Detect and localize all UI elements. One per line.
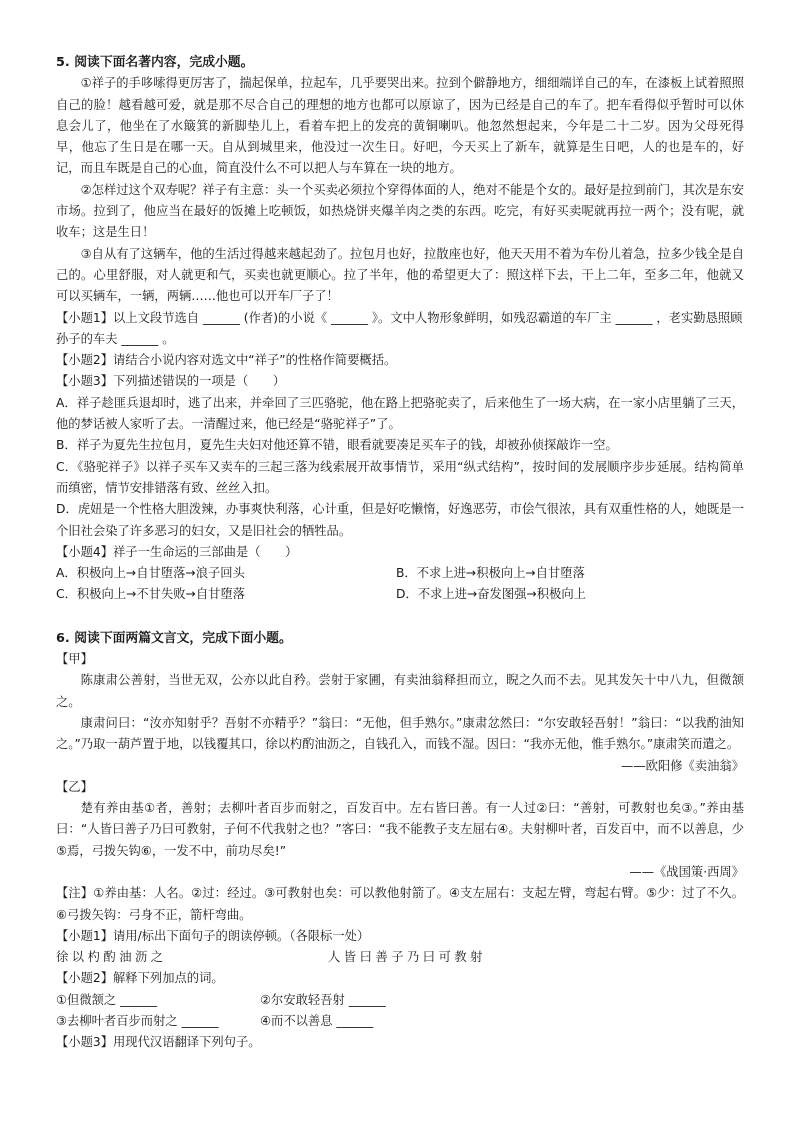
question-6-title: 6. 阅读下面两篇文言文，完成下面小题。 [56,630,292,646]
q5-option-c: C．《骆驼祥子》以祥子买车又卖车的三起三落为线索展开故事情节，采用“纵式结构”，按时间的发展顺序步步延展。结构简单而缜密，情节安排错落有致、丝丝入扣。 [56,459,744,495]
q5-option-a: A．祥子趁匪兵退却时，逃了出来，并牵回了三匹骆驼，他在路上把骆驼卖了，后来他生了一场大病，在一家小店里躺了三天，他的梦话被人家听了去。一清醒过来，他已经是“骆驼祥子”了。 [56,395,744,432]
q5-option-b: B．祥子为夏先生拉包月，夏先生夫妇对他还算不错，眼看就要凑足买车子的钱，却被孙侦探敲诈一空。 [56,438,618,453]
q5-subquestion-3: 【小题3】下列描述错误的一项是（ ） [56,374,286,389]
q5-choice-b: B．不求上进→积极向上→自甘堕落 [396,566,585,581]
pause-sentence-1: 徐以杓酌油沥之 [56,950,167,965]
jia-label: 【甲】 [56,652,93,667]
pause-sentences [56,947,744,968]
question-5-title: 5. 阅读下面名著内容，完成小题。 [56,55,254,70]
jia-passage-1: 陈康肃公善射，当世无双，公亦以此自矜。尝射于家圃，有卖油翁释担而立，睨之久而不去。见其发矢十中八九，但微颔之。 [56,673,744,709]
word-row-2 [56,1011,744,1032]
q5-passage-1: ①祥子的手哆嗦得更厉害了，揣起保单，拉起车，几乎要哭出来。拉到个僻静地方，细细端详自己的车，在漆板上试着照照自己的脸！越看越可爱，就是那不尽合自己的理想的地方也都可以原谅了，因为已经是自己的车了。把车看得似乎暂时可以休息会儿了，他坐在了水簸箕的新脚垫儿上，看着车把上的发亮的黄铜喇叭。他忽然想起来，今年是二十二岁。因为父母死得早，他忘了生日是在哪一天。自从到城里来，他没过一次生日。好吧，今天买上了新车，就算是生日吧，人的也是车的，好记，而且车既是自己的心血，简直没什么不可以把人与车算在一块的地方。 [56,76,744,176]
q5-choices-row-1 [56,563,744,584]
jia-passage-2: 康肃问曰：“汝亦知射乎？吾射不亦精乎？”翁曰：“无他，但手熟尔。”康肃忿然曰：“尔安敢轻吾射！”翁曰：“以我酌油知之。”乃取一葫芦置于地，以钱覆其口，徐以杓酌油沥之，自钱孔入，而钱不湿。因曰：“我亦无他，惟手熟尔。”康肃笑而遣之。 [56,715,744,752]
q5-option-d: D．虎妞是一个性格大胆泼辣，办事爽快利落，心计重，但是好吃懒惰，好逸恶劳，市侩气很浓，具有双重性格的人，她既是一个旧社会染了许多恶习的妇女，又是旧社会的牺牲品。 [56,502,744,538]
q5-passage-3: ③自从有了这辆车，他的生活过得越来越起劲了。拉包月也好，拉散座也好，他天天用不着为车份儿着急，拉多少钱全是自己的。心里舒服，对人就更和气，买卖也就更顺心。拉了半年，他的希望更大了：照这样下去，干上二年，至多二年，他就又可以买辆车，一辆，两辆……他也可以开车厂子了！ [56,246,744,304]
q5-choice-d: D．不求上进→奋发图强→积极向上 [396,587,586,602]
q5-subquestion-1: 【小题1】以上文段节选自 ______ (作者)的小说《 ______ 》。文中人物形象鲜明，如残忍霸道的车厂主 ______ ，老实勤恳照顾孙子的车夫 ______ 。 [56,310,743,346]
q5-passage-2: ②怎样过这个双寿呢？祥子有主意：头一个买卖必须拉个穿得体面的人，绝对不能是个女的。最好是拉到前门，其次是东安市场。拉到了，他应当在最好的饭摊上吃顿饭，如热烧饼夹爆羊肉之类的东西。吃完，有好买卖呢就再拉一两个；没有呢，就收车；这是生日！ [56,182,744,240]
word-row-1 [56,990,744,1011]
q5-choice-c: C．积极向上→不甘失败→自甘堕落 [56,587,246,602]
yi-passage: 楚有养由基①者，善射；去柳叶者百步而射之，百发百中。左右皆曰善。有一人过②曰：“善射，可教射也矣③。”养由基曰：“人皆曰善子乃曰可教射，子何不代我射之也？”客曰：“我不能教子支左屈右④。夫射柳叶者，百发百中，而不以善息，少⑤焉，弓拨矢钩⑥，一发不中，前功尽矣!” [56,801,744,858]
word-item-2: ②尔安敢轻吾射 ______ [260,992,386,1007]
exam-page [56,52,744,1054]
q6-subquestion-2: 【小题2】解释下列加点的词。 [56,971,224,986]
q6-subquestion-3: 【小题3】用现代汉语翻译下列句子。 [56,1035,261,1050]
word-item-1: ①但微颔之 ______ [56,992,158,1007]
word-item-4: ④而不以善息 ______ [260,1014,374,1029]
annotation-note: 【注】①养由基：人名。②过：经过。③可教射也矣：可以教他射箭了。④支左屈右：支起左臂，弯起右臂。⑤少：过了不久。⑥弓拨矢钩：弓身不正，箭杆弯曲。 [56,886,744,922]
yi-source: ——《战国策·西周》 [629,864,744,879]
q5-subquestion-2: 【小题2】请结合小说内容对选文中“祥子”的性格作简要概括。 [56,353,397,368]
pause-sentence-2: 人皆曰善子乃曰可教射 [328,950,486,965]
yi-label: 【乙】 [56,779,93,794]
section-gap [56,606,744,628]
q6-subquestion-1: 【小题1】请用/标出下面句子的朗读停顿。（各限标一处） [56,928,370,943]
q5-subquestion-4: 【小题4】祥子一生命运的三部曲是（ ） [56,544,298,559]
q5-choice-a: A．积极向上→自甘堕落→浪子回头 [56,566,245,581]
q5-choices-row-2 [56,584,744,605]
jia-source: ——欧阳修《卖油翁》 [621,758,744,773]
word-item-3: ③去柳叶者百步而射之 ______ [56,1014,219,1029]
